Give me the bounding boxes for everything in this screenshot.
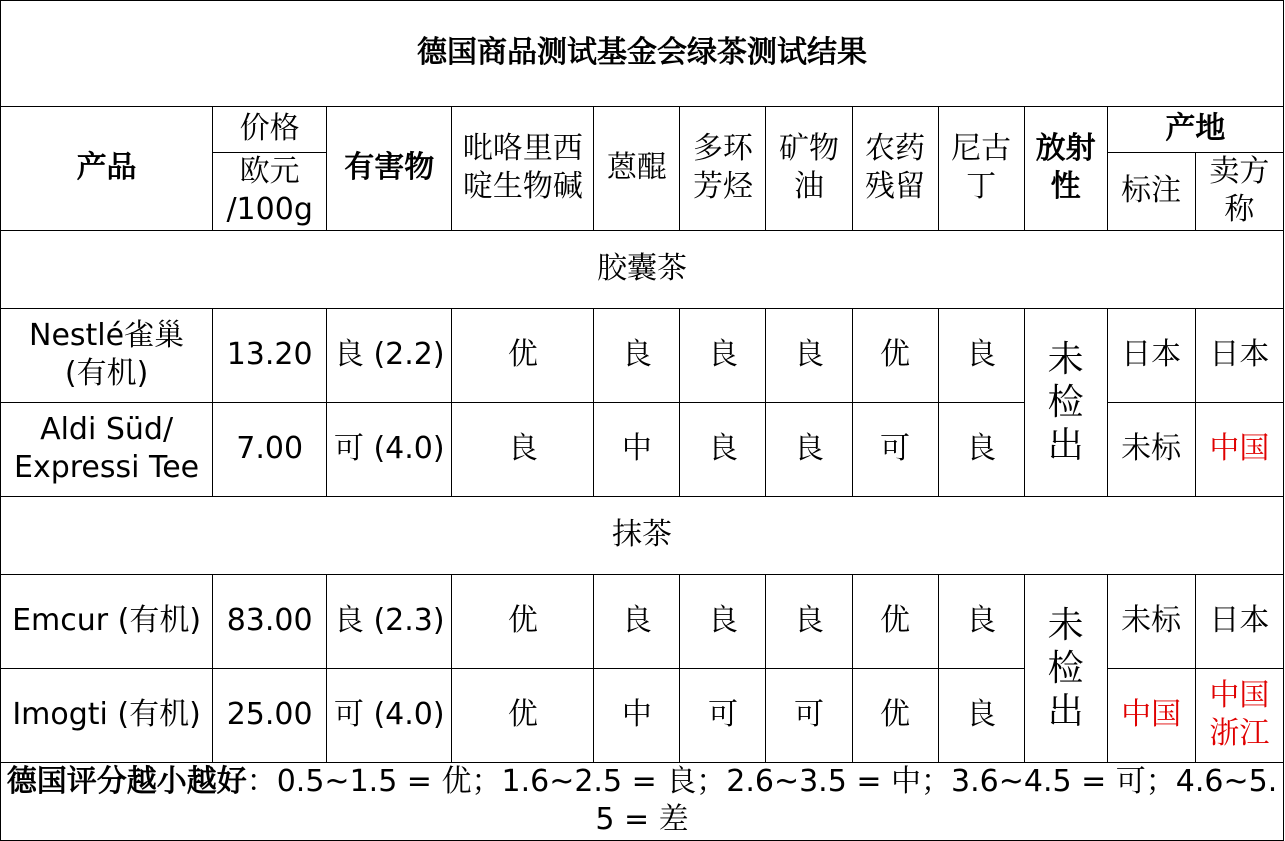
section-title-capsule-tea: 胶囊茶 [1, 230, 1284, 308]
nicotine-cell: 良 [938, 308, 1024, 402]
price-cell: 7.00 [213, 402, 327, 496]
header-price-line2: 欧元 [239, 154, 300, 189]
mineral-cell: 可 [766, 668, 852, 762]
product-name [1, 308, 213, 402]
header-product: 产品 [1, 107, 213, 231]
product-name-line2: (有机) [64, 356, 149, 392]
header-pah-line2: 芳烃 [692, 169, 753, 205]
mineral-cell: 良 [766, 308, 852, 402]
product-name: Emcur (有机) [1, 574, 213, 668]
pesticide-cell: 可 [852, 402, 938, 496]
anthraquinone-cell: 良 [594, 574, 680, 668]
radioactivity-cell [1024, 308, 1107, 496]
header-pa-line2: 啶生物碱 [462, 169, 583, 205]
footnote-label: 德国评分越小越好 [6, 763, 247, 799]
origin-seller-cell: 日本 [1195, 574, 1283, 668]
nicotine-cell: 良 [938, 668, 1024, 762]
origin-seller-line2: 浙江 [1209, 716, 1270, 752]
radioactivity-char: 未 [1047, 604, 1084, 646]
radioactivity-char: 出 [1047, 690, 1084, 732]
origin-seller-cell [1195, 668, 1283, 762]
harmful-cell: 良 (2.3) [327, 574, 452, 668]
radioactivity-char: 检 [1047, 381, 1084, 423]
header-radioactivity-line2: 性 [1050, 169, 1081, 205]
origin-seller-cell: 中国 [1195, 402, 1283, 496]
header-pah [680, 107, 766, 231]
header-nicotine-line2: 丁 [966, 169, 997, 205]
table-row [1, 308, 1284, 402]
mineral-cell: 良 [766, 402, 852, 496]
header-origin: 产地 [1107, 107, 1283, 153]
header-mineral-line1: 矿物 [778, 131, 839, 166]
header-pesticide-line2: 残留 [865, 169, 926, 205]
harmful-cell: 可 (4.0) [327, 402, 452, 496]
product-name [1, 402, 213, 496]
header-anthraquinone: 蒽醌 [594, 107, 680, 231]
page-title: 德国商品测试基金会绿茶测试结果 [1, 1, 1284, 107]
pa-cell: 优 [452, 668, 594, 762]
pah-cell: 良 [680, 308, 766, 402]
origin-seller-line1: 中国 [1209, 677, 1270, 713]
origin-label-cell: 未标 [1107, 402, 1195, 496]
section-title-matcha: 抹茶 [1, 496, 1284, 574]
radioactivity-char: 检 [1047, 647, 1084, 689]
pa-cell: 良 [452, 402, 594, 496]
price-cell: 25.00 [213, 668, 327, 762]
header-nicotine-line1: 尼古 [951, 131, 1012, 166]
pah-cell: 良 [680, 402, 766, 496]
header-harmful: 有害物 [327, 107, 452, 231]
header-origin-label: 标注 [1107, 153, 1195, 231]
anthraquinone-cell: 中 [594, 668, 680, 762]
nicotine-cell: 良 [938, 402, 1024, 496]
pah-cell: 良 [680, 574, 766, 668]
footnote-scale: ：0.5~1.5 = 优；1.6~2.5 = 良；2.6~3.5 = 中；3.6~4.5 = 可；4.6~5.5 = 差 [246, 763, 1278, 838]
origin-seller-cell: 日本 [1195, 308, 1283, 402]
origin-label-cell: 日本 [1107, 308, 1195, 402]
header-pah-line1: 多环 [692, 131, 753, 166]
header-pyrrolizidine-alkaloids [452, 107, 594, 231]
product-name: Imogti (有机) [1, 668, 213, 762]
product-name-line1: Nestlé雀巢 [29, 317, 185, 353]
header-pesticide-line1: 农药 [865, 131, 926, 166]
header-price-unit [213, 153, 327, 231]
harmful-cell: 良 (2.2) [327, 308, 452, 402]
rating-scale-footnote [1, 762, 1284, 840]
pesticide-cell: 优 [852, 574, 938, 668]
product-name-line2: Expressi Tee [13, 450, 200, 486]
price-cell: 13.20 [213, 308, 327, 402]
header-pesticide [852, 107, 938, 231]
radioactivity-char: 出 [1047, 424, 1084, 466]
pah-cell: 可 [680, 668, 766, 762]
header-mineral-line2: 油 [793, 169, 824, 205]
radioactivity-char: 未 [1047, 338, 1084, 380]
header-pa-line1: 吡咯里西 [462, 131, 583, 166]
product-name-line1: Aldi Süd/ [40, 411, 174, 447]
origin-label-cell: 未标 [1107, 574, 1195, 668]
mineral-cell: 良 [766, 574, 852, 668]
header-radioactivity-line1: 放射 [1035, 131, 1096, 166]
header-price-line3: /100g [226, 192, 313, 228]
table-row [1, 574, 1284, 668]
pa-cell: 优 [452, 308, 594, 402]
nicotine-cell: 良 [938, 574, 1024, 668]
pa-cell: 优 [452, 574, 594, 668]
header-radioactivity [1024, 107, 1107, 231]
header-origin-seller: 卖方称 [1195, 153, 1283, 231]
anthraquinone-cell: 中 [594, 402, 680, 496]
header-nicotine [938, 107, 1024, 231]
pesticide-cell: 优 [852, 668, 938, 762]
header-mineral-oil [766, 107, 852, 231]
anthraquinone-cell: 良 [594, 308, 680, 402]
harmful-cell: 可 (4.0) [327, 668, 452, 762]
radioactivity-cell [1024, 574, 1107, 762]
price-cell: 83.00 [213, 574, 327, 668]
pesticide-cell: 优 [852, 308, 938, 402]
header-price-line1: 价格 [213, 107, 327, 153]
origin-label-cell: 中国 [1107, 668, 1195, 762]
